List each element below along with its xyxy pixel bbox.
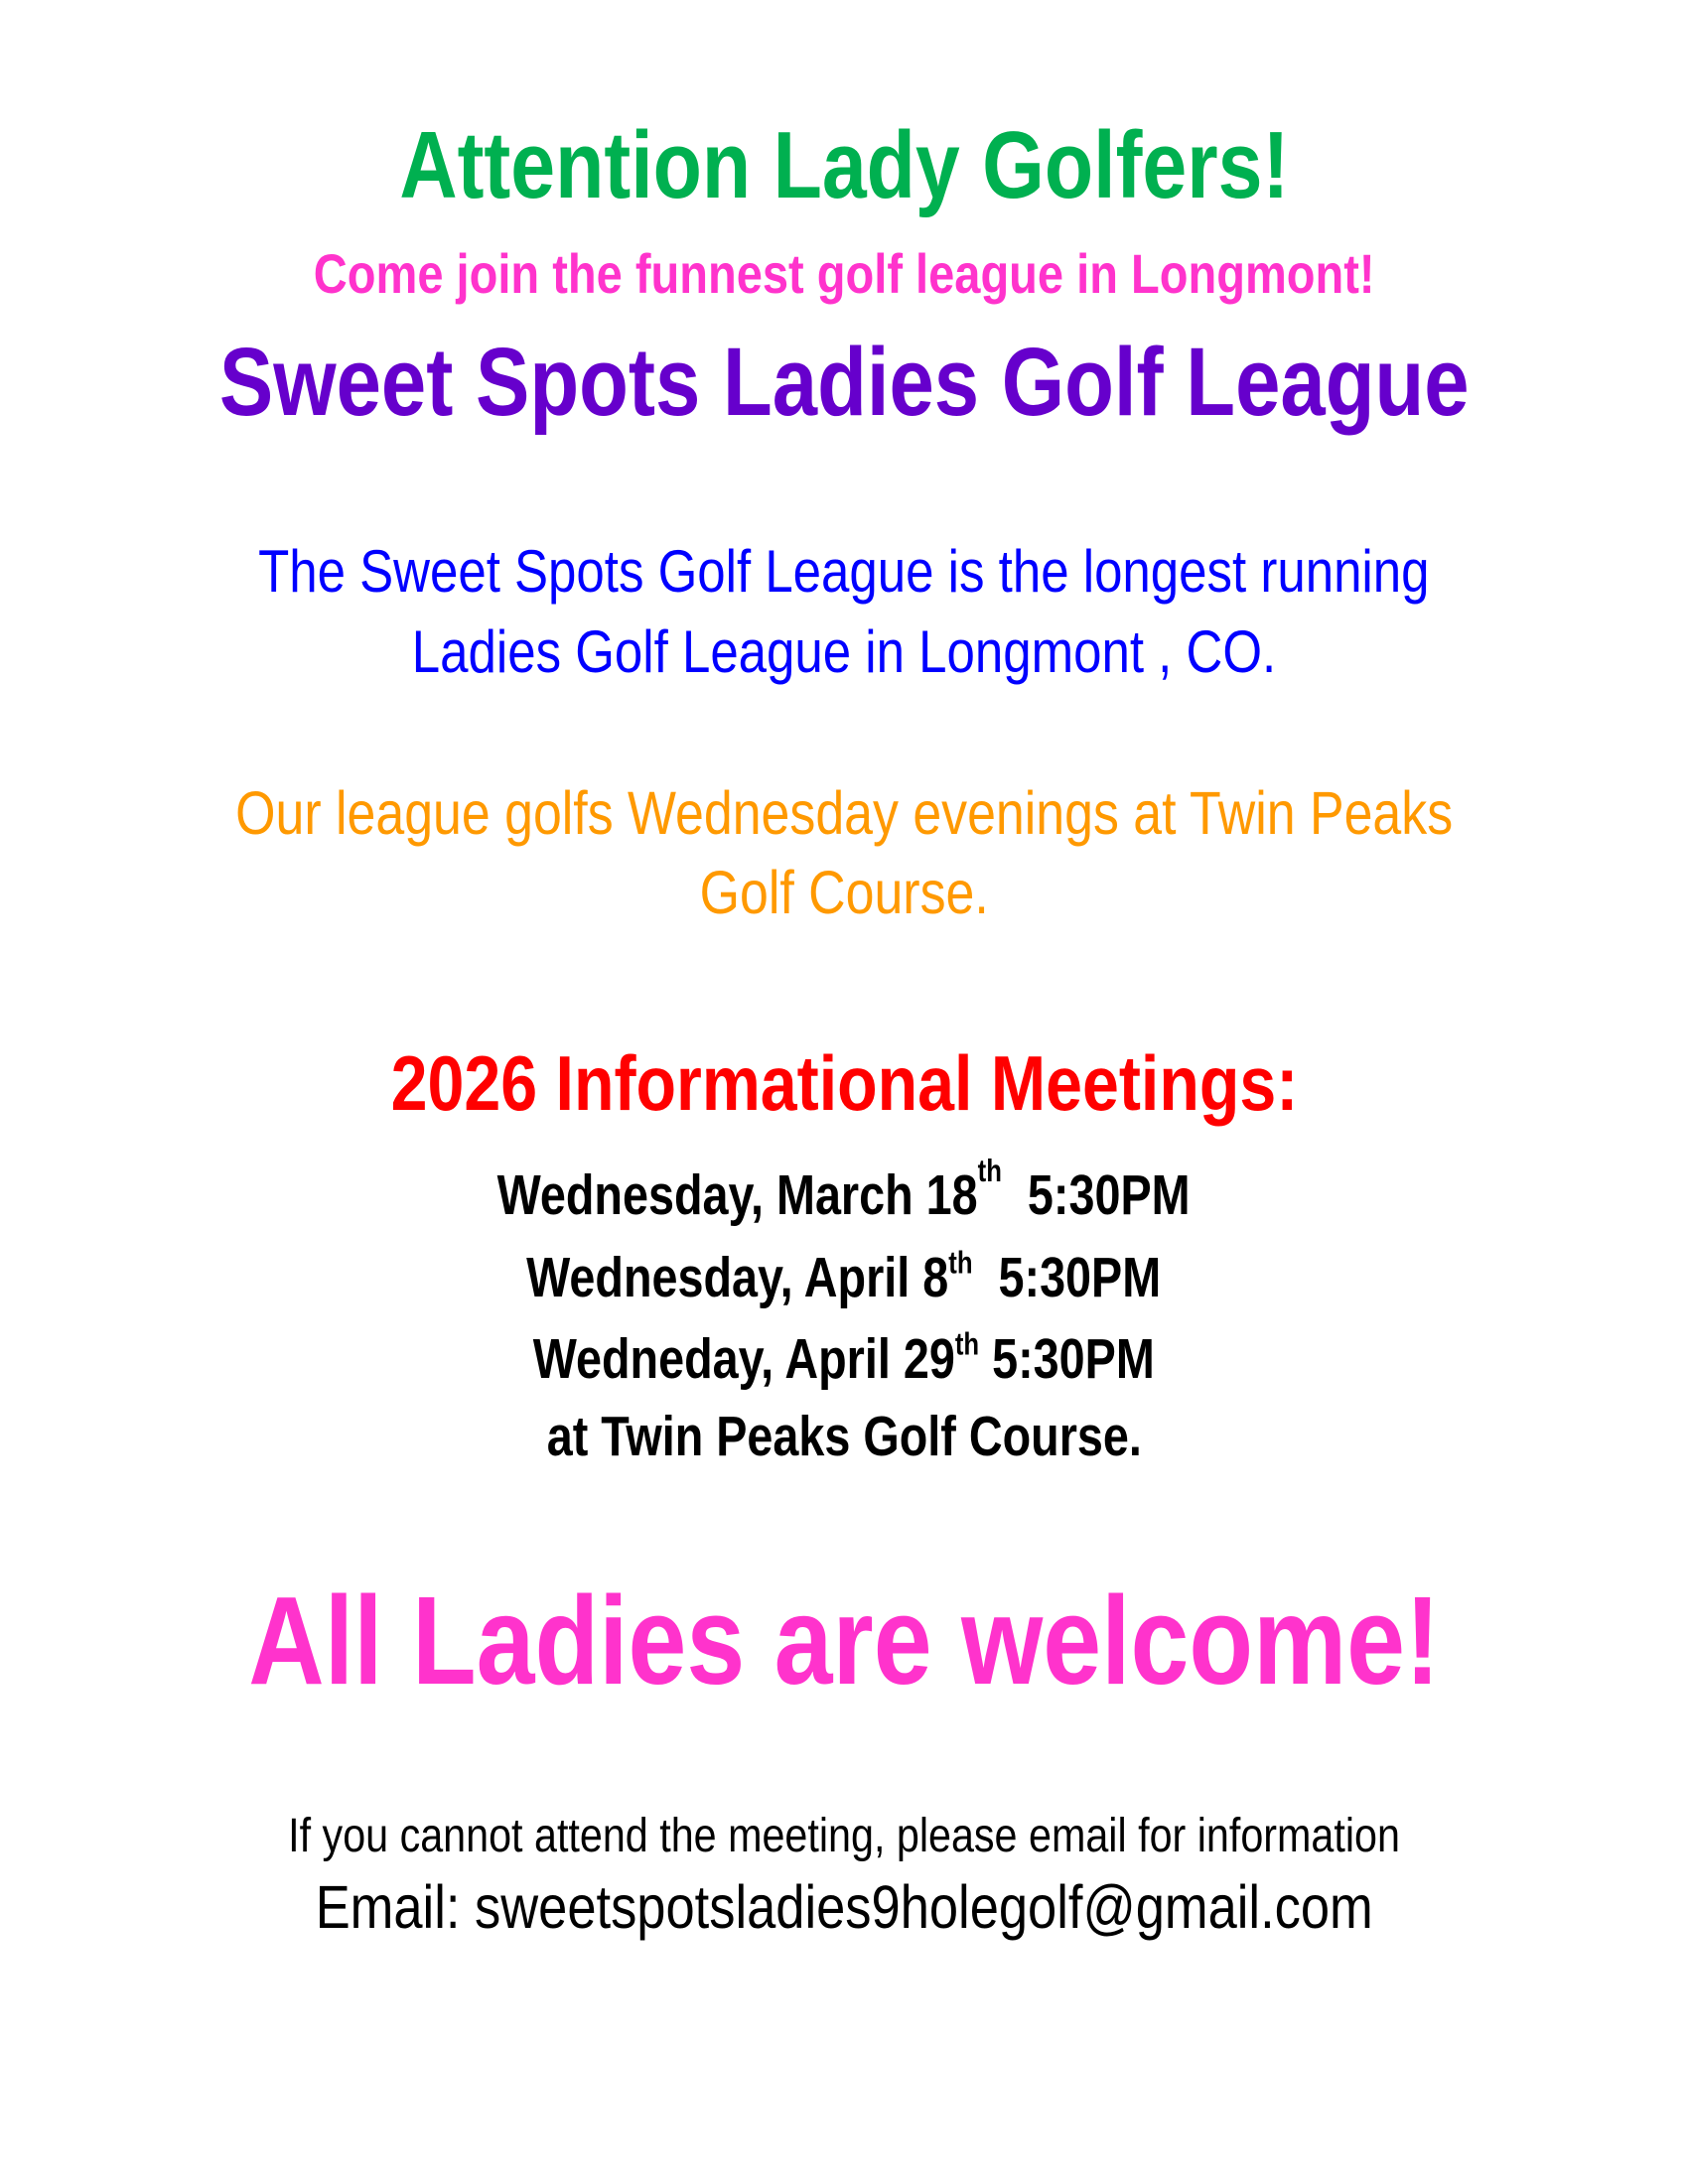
meeting-time-3: 5:30PM xyxy=(992,1327,1156,1391)
contact-note-text: If you cannot attend the meeting, please email for information xyxy=(288,1810,1400,1862)
welcome-message xyxy=(0,1569,1688,1712)
email-address-link[interactable]: sweetspotsladies9holegolf@gmail.com xyxy=(474,1873,1373,1941)
league-name-text: Sweet Spots Ladies Golf League xyxy=(218,328,1470,436)
intro-line-1 xyxy=(0,537,1688,606)
meeting-day-2: Wednesday, April 8 xyxy=(526,1246,949,1309)
meeting-time-1: 5:30PM xyxy=(1028,1163,1191,1227)
meeting-location xyxy=(0,1404,1688,1469)
meeting-location-text: at Twin Peaks Golf Course. xyxy=(546,1405,1142,1468)
meetings-heading-text: 2026 Informational Meetings: xyxy=(390,1039,1298,1127)
schedule-text-1: Our league golfs Wednesday evenings at Twin Peaks xyxy=(235,779,1453,847)
ordinal-suffix: th xyxy=(955,1326,980,1362)
schedule-text-2: Golf Course. xyxy=(699,859,989,926)
headline-text: Attention Lady Golfers! xyxy=(398,112,1290,218)
intro-line-2 xyxy=(0,617,1688,686)
welcome-text: All Ladies are welcome! xyxy=(247,1570,1440,1710)
meeting-date-1 xyxy=(0,1154,1688,1228)
meetings-heading xyxy=(0,1038,1688,1129)
tagline xyxy=(0,241,1688,306)
league-name xyxy=(0,327,1688,438)
schedule-line-2 xyxy=(0,858,1688,927)
meeting-date-3 xyxy=(0,1326,1688,1392)
email-label: Email: xyxy=(315,1873,475,1941)
ordinal-suffix: th xyxy=(948,1245,973,1281)
meeting-day-3: Wedneday, April 29 xyxy=(532,1327,956,1391)
intro-text-1: The Sweet Spots Golf League is the longest running xyxy=(258,538,1430,605)
tagline-text: Come join the funnest golf league in Longmont! xyxy=(313,242,1375,305)
ordinal-suffix: th xyxy=(978,1154,1003,1189)
meeting-time-2: 5:30PM xyxy=(998,1246,1162,1309)
contact-note xyxy=(0,1809,1688,1863)
contact-email xyxy=(0,1872,1688,1942)
meeting-day-1: Wednesday, March 18 xyxy=(497,1163,979,1227)
meeting-date-2 xyxy=(0,1245,1688,1310)
intro-text-2: Ladies Golf League in Longmont , CO. xyxy=(411,618,1277,685)
headline xyxy=(0,111,1688,220)
schedule-line-1 xyxy=(0,778,1688,848)
